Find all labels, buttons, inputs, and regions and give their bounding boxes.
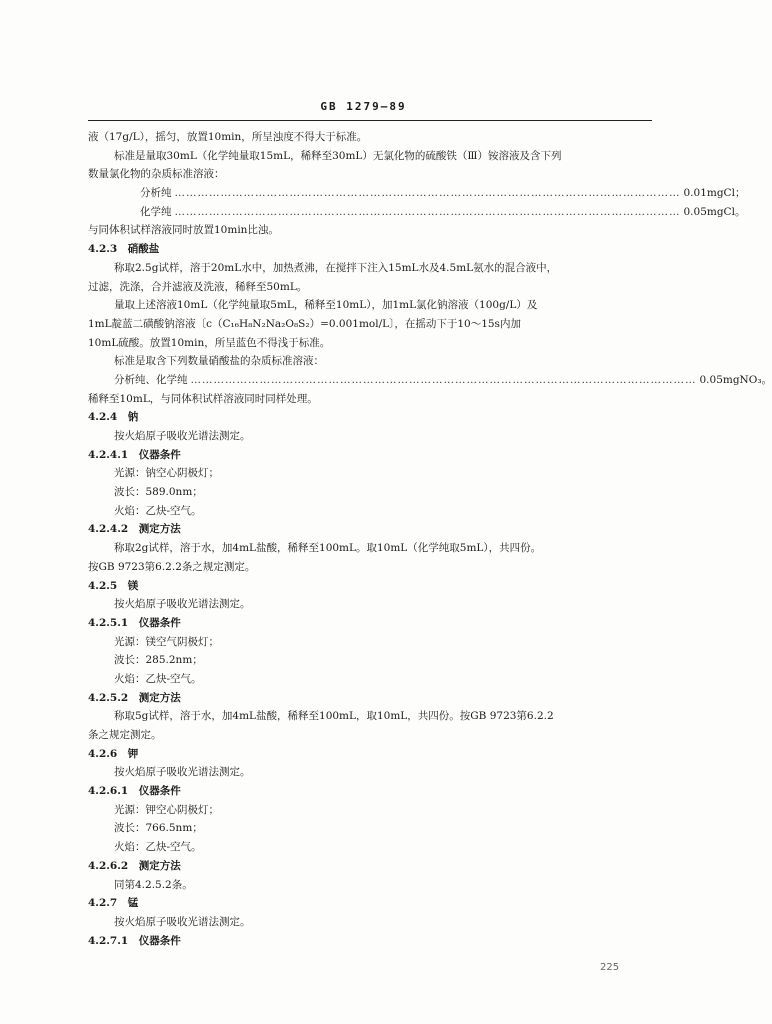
text-line: 光源：钠空心阴极灯； bbox=[114, 467, 219, 480]
grade-label: 分析纯、化学纯 bbox=[114, 373, 188, 386]
subsection-heading: 4.2.4.1 仪器条件 bbox=[88, 448, 181, 461]
text-line: 条之规定测定。 bbox=[88, 729, 162, 741]
text-line: 火焰：乙炔-空气。 bbox=[114, 672, 202, 685]
text-line: 按火焰原子吸收光谱法测定。 bbox=[114, 598, 251, 611]
grade-label: 分析纯 bbox=[140, 187, 172, 200]
text-line: 液（17g/L），摇匀，放置10min，所呈浊度不得大于标准。 bbox=[88, 131, 368, 143]
text-line: 火焰：乙炔-空气。 bbox=[114, 504, 202, 517]
text-line: 标准是取含下列数量硝酸盐的杂质标准溶液： bbox=[114, 355, 324, 368]
text-line: 1mL靛蓝二磺酸钠溶液〔c（C₁₆H₈N₂Na₂O₈S₂）=0.001mol/L〕，在摇动下于10～15s内加 bbox=[88, 317, 521, 330]
section-heading: 4.2.4 钠 bbox=[88, 411, 139, 424]
page-number: 225 bbox=[600, 962, 620, 973]
text-line: 稀释至10mL，与同体积试样溶液同时同样处理。 bbox=[88, 392, 318, 405]
subsection-heading: 4.2.7.1 仪器条件 bbox=[88, 934, 181, 947]
subsection-heading: 4.2.5.1 仪器条件 bbox=[88, 616, 181, 629]
text-line: 数量氯化物的杂质标准溶液： bbox=[88, 168, 225, 181]
leader-dots: …………………………………………………………………………………………………………………… bbox=[174, 187, 681, 200]
text-line: 按火焰原子吸收光谱法测定。 bbox=[114, 430, 251, 442]
text-line: 光源：镁空气阴极灯； bbox=[114, 635, 219, 648]
subsection-heading: 4.2.5.2 测定方法 bbox=[88, 691, 181, 704]
limit-value: 0.01mgCl； bbox=[683, 187, 746, 200]
leader-dots: …………………………………………………………………………………………………………………… bbox=[174, 205, 681, 218]
text-line: 光源：钾空心阴极灯； bbox=[114, 803, 219, 816]
section-heading: 4.2.6 钾 bbox=[88, 747, 139, 760]
subsection-heading: 4.2.6.1 仪器条件 bbox=[88, 785, 181, 798]
limit-row bbox=[88, 203, 746, 222]
limit-value: 0.05mgCl。 bbox=[683, 205, 746, 218]
text-line: 按GB 9723第6.2.2条之规定测定。 bbox=[88, 560, 256, 573]
text-line: 按火焰原子吸收光谱法测定。 bbox=[114, 915, 251, 928]
subsection-heading: 4.2.6.2 测定方法 bbox=[88, 859, 181, 872]
section-heading: 4.2.7 锰 bbox=[88, 897, 139, 910]
text-line: 量取上述溶液10mL（化学纯量取5mL，稀释至10mL），加1mL氯化钠溶液（100g/L）及 bbox=[114, 299, 538, 312]
text-line: 过滤，洗涤，合并滤液及洗液，稀释至50mL。 bbox=[88, 280, 308, 293]
text-line: 波长：766.5nm； bbox=[114, 822, 203, 835]
limit-value: 0.05mgNO₃。 bbox=[699, 373, 772, 386]
text-line: 按火焰原子吸收光谱法测定。 bbox=[114, 766, 251, 779]
text-line: 同第4.2.5.2条。 bbox=[114, 878, 193, 891]
limit-row bbox=[88, 184, 746, 203]
text-line: 10mL硫酸。放置10min，所呈蓝色不得浅于标准。 bbox=[88, 336, 331, 349]
grade-label: 化学纯 bbox=[140, 205, 172, 218]
text-line: 波长：589.0nm； bbox=[114, 486, 203, 499]
text-line: 与同体积试样溶液同时放置10min比浊。 bbox=[88, 224, 279, 237]
header-rule bbox=[88, 120, 652, 121]
section-heading: 4.2.5 镁 bbox=[88, 579, 139, 592]
text-line: 火焰：乙炔-空气。 bbox=[114, 841, 202, 854]
body-text bbox=[88, 128, 772, 950]
leader-dots: …………………………………………………………………………………………………………………… bbox=[190, 373, 697, 386]
limit-row bbox=[88, 371, 772, 390]
text-line: 称取2.5g试样，溶于20mL水中，加热煮沸，在搅拌下注入15mL水及4.5mL氨水的混合液中， bbox=[114, 261, 558, 274]
text-line: 波长：285.2nm； bbox=[114, 654, 203, 667]
text-line: 称取2g试样，溶于水，加4mL盐酸，稀释至100mL。取10mL（化学纯取5mL），共四份。 bbox=[114, 542, 542, 555]
text-line: 称取5g试样，溶于水，加4mL盐酸，稀释至100mL，取10mL，共四份。按GB 9723第6.2.2 bbox=[114, 710, 554, 723]
subsection-heading: 4.2.4.2 测定方法 bbox=[88, 523, 181, 536]
section-heading: 4.2.3 硝酸盐 bbox=[88, 243, 160, 256]
standard-header: GB 1279—89 bbox=[320, 100, 407, 113]
text-line: 标准是量取30mL（化学纯量取15mL，稀释至30mL）无氯化物的硫酸铁（Ⅲ）铵溶液及含下列 bbox=[114, 149, 562, 162]
